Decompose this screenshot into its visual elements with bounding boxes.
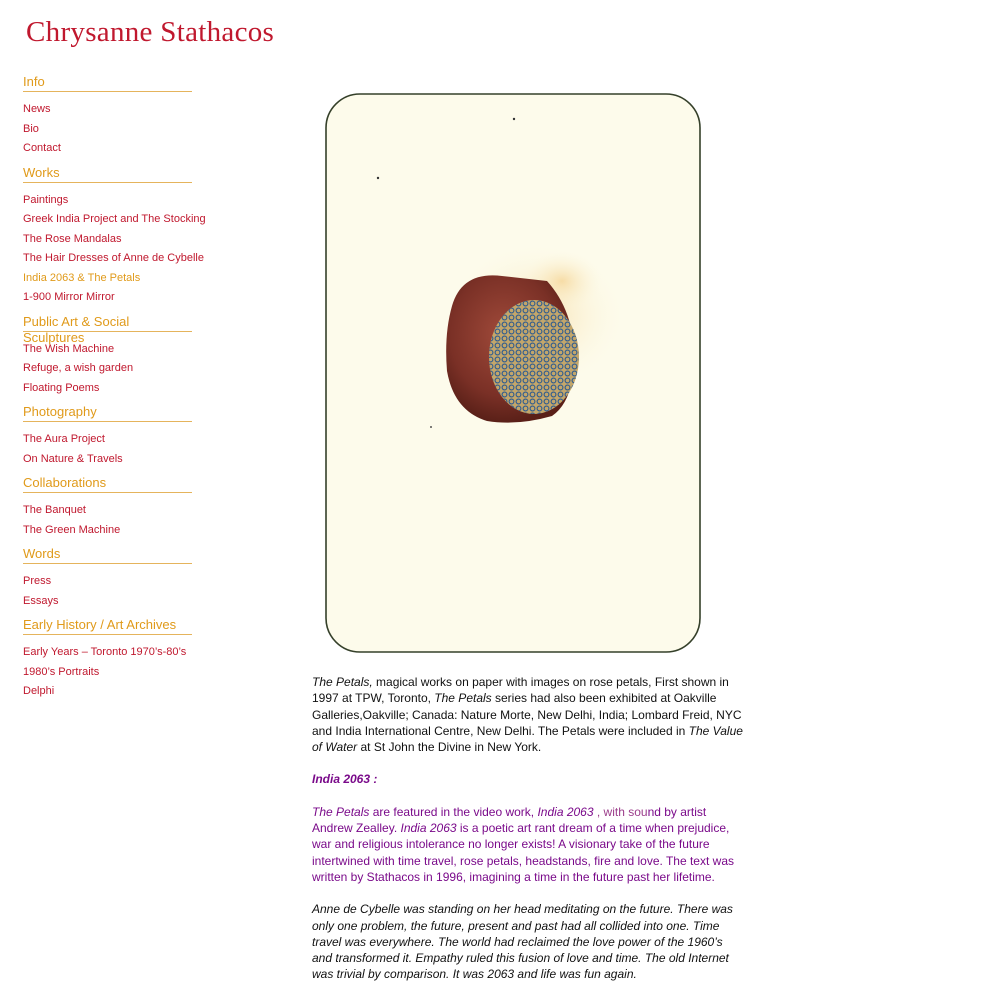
article-content (312, 674, 744, 999)
nav-item-link[interactable]: Press (23, 575, 52, 587)
india-2063-subheading (312, 771, 744, 787)
nav-item-link[interactable]: The Wish Machine (23, 342, 115, 355)
nav-item-link[interactable]: The Aura Project (23, 433, 105, 445)
nav-item-link[interactable]: The Hair Dresses of Anne de Cybelle (23, 252, 204, 264)
nav-item-link[interactable]: News (23, 103, 51, 115)
nav-item-link[interactable]: Paintings (23, 193, 69, 206)
nav-section (23, 404, 192, 471)
nav-section-heading[interactable]: Works (23, 165, 192, 183)
text: at St John the Divine in New York. (357, 740, 542, 755)
text: series had also been exhibited at Oakville Galleries,Oakville; Canada: Nature Morte, New Delhi, India; Lombard Freid, NYC and India International Centre, New Delhi. The Petals were included in (312, 691, 742, 738)
nav-item-link[interactable]: Early Years – Toronto 1970’s-80’s (23, 646, 187, 658)
nav-section (23, 314, 192, 401)
nav-section-heading[interactable]: Public Art & Social Sculptures (23, 314, 192, 332)
text-em: The Petals (312, 804, 370, 819)
text-em: India 2063 (400, 821, 457, 836)
nav-item-link[interactable]: On Nature & Travels (23, 452, 123, 465)
nav-item-link[interactable]: India 2063 & The Petals (23, 271, 141, 284)
nav-item-link[interactable]: The Green Machine (23, 523, 121, 536)
petal-artwork-svg (312, 76, 705, 654)
sidebar-nav (23, 74, 206, 708)
nav-item-link[interactable]: Bio (23, 122, 39, 135)
text-em: India 2063 (537, 804, 594, 819)
nav-item-link[interactable]: Greek India Project and The Stocking (23, 213, 206, 225)
nav-section (23, 164, 206, 310)
paragraph-india-2063 (312, 804, 744, 885)
petals-title: The Petals, (312, 675, 373, 689)
nav-item-link[interactable]: Essays (23, 594, 59, 607)
text: are featured in the video work, (369, 804, 538, 819)
nav-item-link[interactable]: Contact (23, 142, 61, 154)
nav-section (23, 475, 192, 542)
text-em: Anne de Cybelle was standing on her head meditating on the future. There was only one problem, the future, present and past had all collided into one. Time travel was everywhere. The world had reclaimed the love power of the 1960’s and transformed it. Empathy ruled this fusion of love and time. The old Internet was trivial by comparison. It was 2063 and life was fun again. (312, 902, 733, 982)
nav-section-heading[interactable]: Collaborations (23, 475, 192, 493)
paragraph-petals-intro (312, 674, 744, 755)
subheading-text: India 2063 : (312, 772, 378, 787)
nav-item-link[interactable]: Floating Poems (23, 381, 100, 394)
nav-item-link[interactable]: Refuge, a wish garden (23, 362, 134, 374)
text: is a poetic art rant dream of a time when prejudice, war and religious intolerance no longer exists! A visionary take of the future intertwined with time travel, rose petals, headstands, fire and love. The text was written by Stathacos in 1996, imagining a time in the future past her lifetime. (312, 821, 734, 884)
nav-section (23, 617, 192, 704)
nav-item-link[interactable]: The Banquet (23, 504, 86, 516)
paragraph-anne-de-cybelle (312, 901, 744, 982)
nav-section-heading[interactable]: Early History / Art Archives (23, 617, 192, 635)
nav-section (23, 74, 192, 161)
text: magical works on paper with images on rose petals, First shown in 1997 at TPW, Toronto, (312, 675, 729, 706)
nav-item-link[interactable]: The Rose Mandalas (23, 232, 122, 245)
nav-section (23, 546, 192, 613)
text-em: The Petals (434, 691, 492, 706)
text: nd by artist Andrew Zealley. (312, 804, 707, 836)
nav-section-heading[interactable]: Photography (23, 404, 192, 422)
nav-item-link[interactable]: 1-900 Mirror Mirror (23, 291, 115, 303)
nav-section-heading[interactable]: Words (23, 546, 192, 564)
nav-section-heading[interactable]: Info (23, 74, 192, 92)
artwork-image-petals (312, 76, 705, 654)
text-em: The Value of Water (312, 723, 743, 755)
site-title[interactable]: Chrysanne Stathacos (26, 16, 275, 48)
nav-item-link[interactable]: 1980’s Portraits (23, 665, 100, 678)
text: , with sou (593, 804, 648, 819)
nav-item-link[interactable]: Delphi (23, 685, 55, 697)
